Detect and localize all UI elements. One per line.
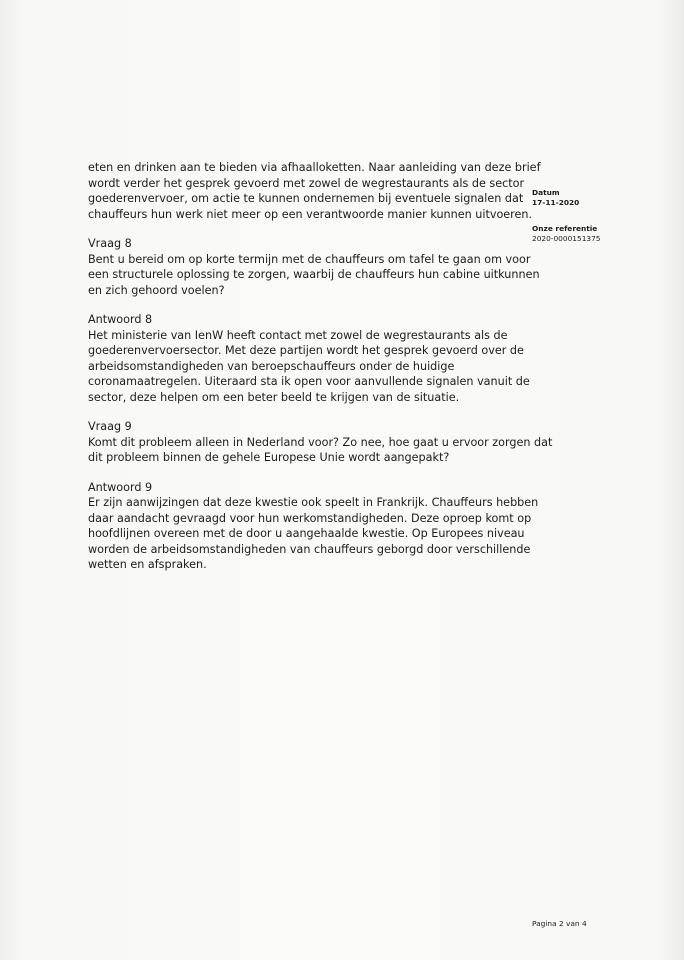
text-line: wordt verder het gesprek gevoerd met zowel de wegrestaurants als de sector bbox=[88, 176, 525, 190]
text-line: coronamaatregelen. Uiteraard sta ik open voor aanvullende signalen vanuit de bbox=[88, 375, 530, 388]
text-line: worden de arbeidsomstandigheden van chauffeurs geborgd door verschillende bbox=[88, 542, 531, 556]
text-line: Het ministerie van IenW heeft contact met zowel de wegrestaurants als de bbox=[88, 328, 508, 342]
text-line: arbeidsomstandigheden van beroepschauffeurs onder de huidige bbox=[88, 359, 455, 373]
text-line: een structurele oplossing te zorgen, waarbij de chauffeurs hun cabine uitkunnen bbox=[88, 268, 540, 281]
page-number: Pagina 2 van 4 bbox=[532, 919, 587, 928]
text-line: dit probleem binnen de gehele Europese Unie wordt aangepakt? bbox=[88, 451, 450, 464]
text-line: Er zijn aanwijzingen dat deze kwestie ook speelt in Frankrijk. Chauffeurs hebben bbox=[88, 496, 539, 509]
text-line: chauffeurs hun werk niet meer op een verantwoorde manier kunnen uitvoeren. bbox=[88, 207, 533, 221]
referentie-block bbox=[532, 224, 672, 244]
section-heading: Antwoord 9 bbox=[88, 480, 153, 494]
datum-value: 17-11-2020 bbox=[532, 198, 580, 207]
text-line: goederenvervoersector. Met deze partijen wordt het gesprek gevoerd over de bbox=[88, 344, 524, 357]
text-line: eten en drinken aan te bieden via afhaalloketten. Naar aanleiding van deze brief bbox=[88, 161, 541, 174]
datum-label: Datum bbox=[532, 188, 560, 197]
section-vraag-8 bbox=[88, 236, 540, 298]
referentie-value: 2020-0000151375 bbox=[532, 234, 601, 243]
section-antwoord-8 bbox=[88, 312, 528, 405]
intro-paragraph bbox=[88, 160, 541, 222]
text-line: Bent u bereid om op korte termijn met de chauffeurs om tafel te gaan om voor bbox=[88, 252, 531, 266]
section-vraag-9 bbox=[88, 419, 553, 466]
section-heading: Vraag 8 bbox=[88, 237, 132, 250]
text-line: wetten en afspraken. bbox=[88, 558, 207, 571]
text-line: hoofdlijnen overeen met de door u aangehaalde kwestie. Op Europees niveau bbox=[88, 527, 525, 540]
section-antwoord-9 bbox=[88, 480, 539, 573]
section-heading: Antwoord 8 bbox=[88, 313, 153, 326]
letter-sidebar bbox=[532, 188, 672, 260]
text-line: sector, deze helpen om een beter beeld te krijgen van de situatie. bbox=[88, 390, 460, 404]
referentie-label: Onze referentie bbox=[532, 224, 598, 233]
text-line: Komt dit probleem alleen in Nederland voor? Zo nee, hoe gaat u ervoor zorgen dat bbox=[88, 435, 553, 449]
text-line: en zich gehoord voelen? bbox=[88, 283, 225, 297]
text-line: goederenvervoer, om actie te kunnen ondernemen bij eventuele signalen dat bbox=[88, 192, 524, 205]
datum-block bbox=[532, 188, 672, 208]
text-line: daar aandacht gevraagd voor hun werkomstandigheden. Deze oproep komt op bbox=[88, 511, 532, 525]
section-heading: Vraag 9 bbox=[88, 420, 132, 433]
